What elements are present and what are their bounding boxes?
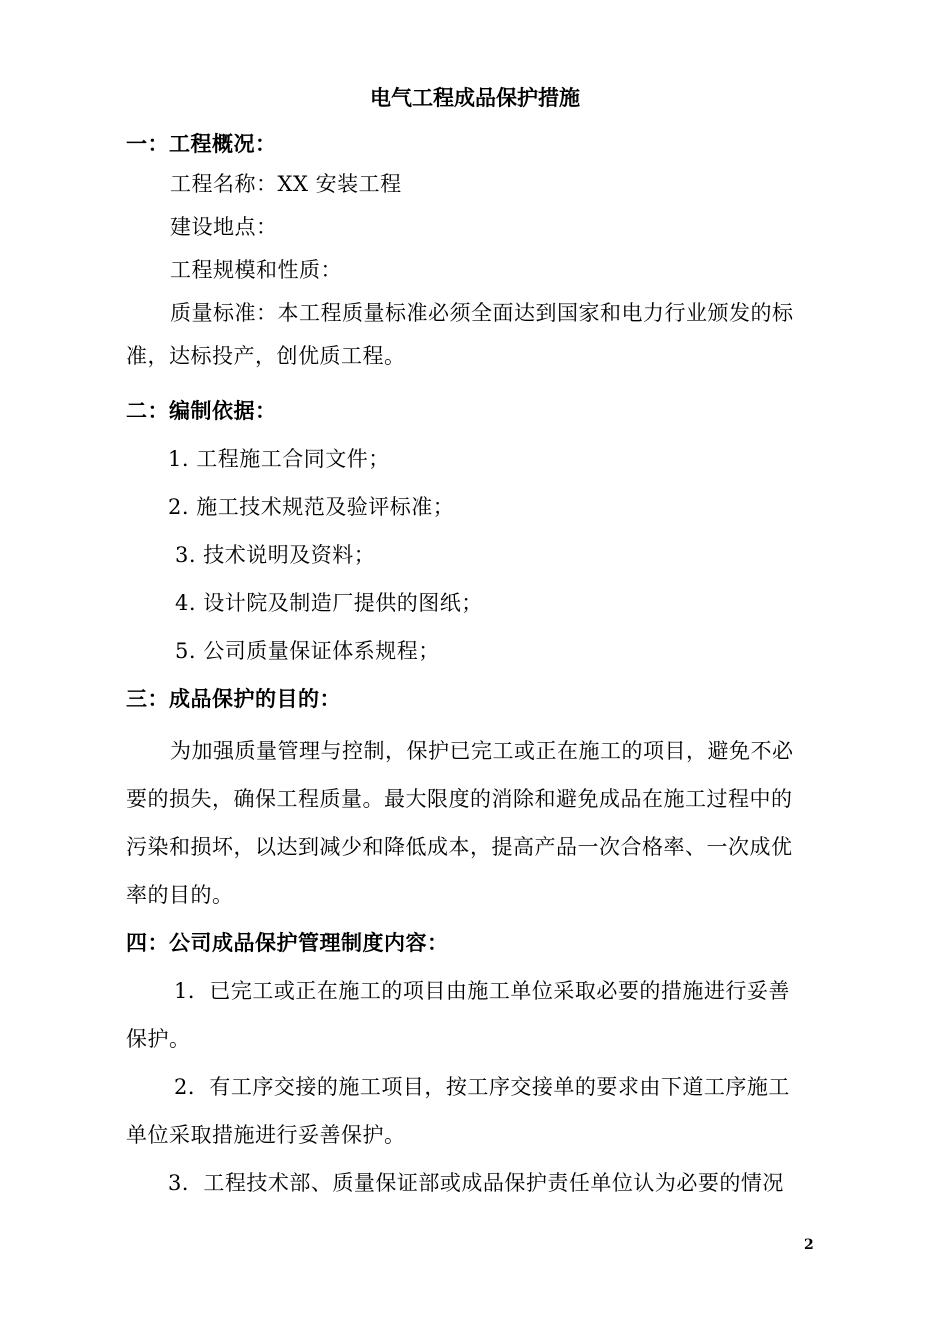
- list-item: 2. 施工技术规范及验评标准；: [168, 495, 455, 519]
- paragraph-line: 保护。: [126, 1027, 191, 1051]
- list-item: 3. 技术说明及资料；: [175, 543, 376, 567]
- paragraph-line: 单位采取措施进行妥善保护。: [126, 1123, 406, 1147]
- list-item: 4. 设计院及制造厂提供的图纸；: [175, 591, 483, 615]
- paragraph-line: 污染和损坏，以达到减少和降低成本，提高产品一次合格率、一次成优: [126, 835, 793, 859]
- list-item: 1. 工程施工合同文件；: [168, 447, 390, 471]
- paragraph-line: 3．工程技术部、质量保证部或成品保护责任单位认为必要的情况: [168, 1171, 784, 1195]
- section-heading-purpose: 三：成品保护的目的：: [126, 687, 341, 711]
- page-number: 2: [804, 1237, 814, 1253]
- paragraph-line: 建设地点：: [170, 215, 278, 239]
- paragraph-line: 工程名称：XX 安装工程: [170, 172, 402, 196]
- paragraph-line: 准，达标投产，创优质工程。: [126, 344, 406, 368]
- section-heading-overview: 一：工程概况：: [126, 132, 277, 156]
- document-title: 电气工程成品保护措施: [370, 86, 580, 110]
- section-heading-basis: 二：编制依据：: [126, 399, 277, 423]
- paragraph-line: 要的损失，确保工程质量。最大限度的消除和避免成品在施工过程中的: [126, 787, 793, 811]
- paragraph-line: 工程规模和性质：: [170, 258, 342, 282]
- paragraph-line: 1．已完工或正在施工的项目由施工单位采取必要的措施进行妥善: [174, 979, 790, 1003]
- paragraph-line: 2．有工序交接的施工项目，按工序交接单的要求由下道工序施工: [174, 1075, 790, 1099]
- paragraph-line: 质量标准：本工程质量标准必须全面达到国家和电力行业颁发的标: [170, 301, 794, 325]
- section-heading-management: 四：公司成品保护管理制度内容：: [126, 931, 449, 955]
- paragraph-line: 为加强质量管理与控制，保护已完工或正在施工的项目，避免不必: [170, 739, 794, 763]
- paragraph-line: 率的目的。: [126, 883, 234, 907]
- list-item: 5. 公司质量保证体系规程；: [175, 639, 440, 663]
